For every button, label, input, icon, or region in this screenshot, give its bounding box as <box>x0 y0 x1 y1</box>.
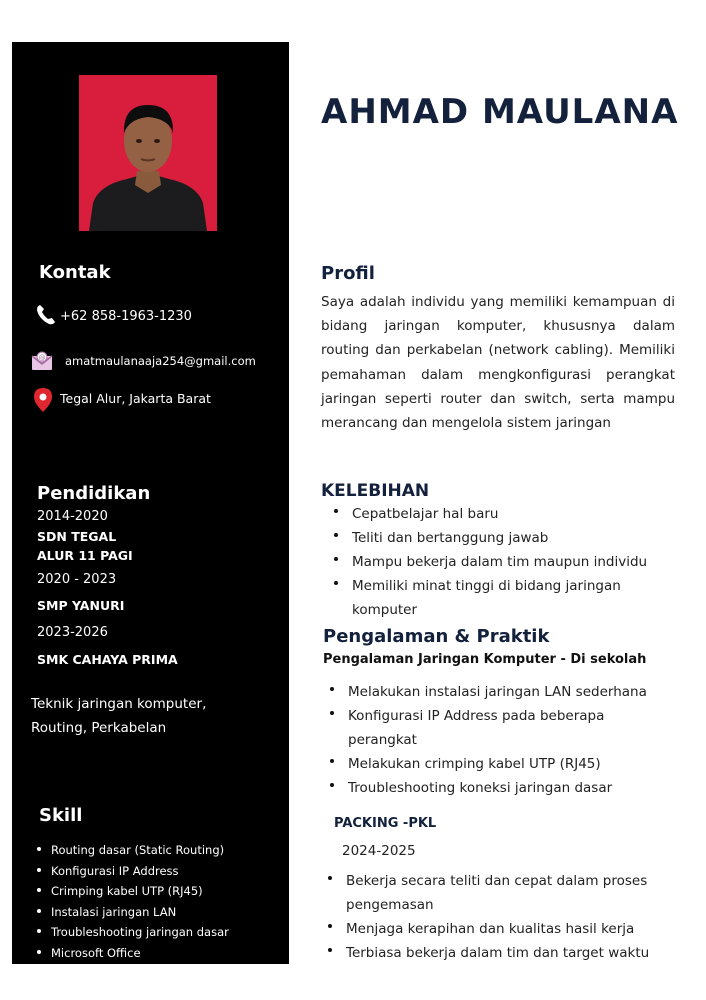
skill-list <box>36 840 229 963</box>
strengths-heading: KELEBIHAN <box>321 481 430 501</box>
contact-heading: Kontak <box>39 262 111 283</box>
skill-item: Instalasi jaringan LAN <box>36 902 229 923</box>
sidebar <box>12 42 289 964</box>
packing-heading: PACKING -PKL <box>334 816 437 831</box>
experience-list <box>330 680 660 800</box>
strength-item: Teliti dan bertanggung jawab <box>334 526 664 550</box>
skill-item: Crimping kabel UTP (RJ45) <box>36 881 229 902</box>
experience-heading: Pengalaman & Praktik <box>323 626 550 647</box>
profile-text: Saya adalah individu yang memiliki kemampuan di bidang jaringan komputer, khususnya dalam routing dan perkabelan (network cabling). Memiliki pemahaman dalam mengkonfigurasi perangkat jaringan seperti router dan switch, serta mampu merancang dan mengelola sistem jaringan <box>321 294 675 432</box>
phone-text: +62 858-1963-1230 <box>60 309 192 324</box>
packing-item: Menjaga kerapihan dan kualitas hasil kerja <box>328 917 673 941</box>
education-school: SMK CAHAYA PRIMA <box>37 652 178 667</box>
experience-subheading: Pengalaman Jaringan Komputer - Di sekolah <box>323 652 647 667</box>
education-years: 2023-2026 <box>37 625 108 640</box>
experience-item: Konfigurasi IP Address pada beberapa perangkat <box>330 704 660 752</box>
education-heading: Pendidikan <box>37 483 151 504</box>
education-school: SMP YANURI <box>37 598 125 613</box>
skill-item: Konfigurasi IP Address <box>36 861 229 882</box>
education-school: SDN TEGAL <box>37 529 117 544</box>
skill-item: Troubleshooting jaringan dasar <box>36 922 229 943</box>
skill-item: Microsoft Office <box>36 943 229 964</box>
strength-item: Mampu bekerja dalam tim maupun individu <box>334 550 664 574</box>
person-name: AHMAD MAULANA <box>321 92 679 132</box>
profile-heading: Profil <box>321 263 375 284</box>
strengths-list <box>334 502 664 622</box>
packing-item: Bekerja secara teliti dan cepat dalam proses pengemasan <box>328 869 673 917</box>
experience-item: Melakukan instalasi jaringan LAN sederhana <box>330 680 660 704</box>
major-text: Routing, Perkabelan <box>31 720 167 736</box>
education-years: 2020 - 2023 <box>37 572 117 587</box>
location-pin-icon <box>33 387 53 409</box>
skill-item: Routing dasar (Static Routing) <box>36 840 229 861</box>
packing-item: Terbiasa bekerja dalam tim dan target waktu <box>328 941 673 965</box>
address-text: Tegal Alur, Jakarta Barat <box>60 391 211 406</box>
phone-icon <box>36 304 56 326</box>
email-icon <box>31 350 53 372</box>
major-text: Teknik jaringan komputer, <box>31 696 207 712</box>
strength-item: Memiliki minat tinggi di bidang jaringan komputer <box>334 574 664 622</box>
packing-list <box>328 869 673 965</box>
skill-heading: Skill <box>39 805 83 826</box>
strength-item: Cepatbelajar hal baru <box>334 502 664 526</box>
education-years: 2014-2020 <box>37 509 108 524</box>
email-text: amatmaulanaaja254@gmail.com <box>65 354 256 368</box>
experience-item: Melakukan crimping kabel UTP (RJ45) <box>330 752 660 776</box>
svg-text:@: @ <box>38 354 46 362</box>
packing-years: 2024-2025 <box>342 843 416 859</box>
profile-photo <box>79 75 217 231</box>
education-school: ALUR 11 PAGI <box>37 548 133 563</box>
experience-item: Troubleshooting koneksi jaringan dasar <box>330 776 660 800</box>
